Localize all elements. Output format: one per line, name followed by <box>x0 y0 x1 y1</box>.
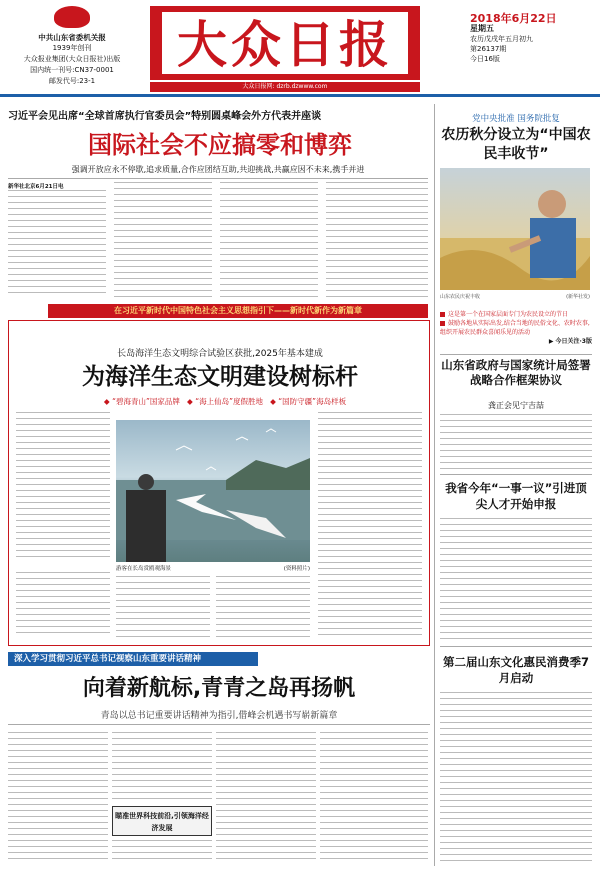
qingdao-headline[interactable]: 向着新航标,青青之岛再扬帆 <box>82 676 356 701</box>
divider <box>440 354 592 355</box>
publisher-line: 1939年创刊 <box>52 44 92 52</box>
weekday: 星期五 <box>470 24 494 33</box>
lead-body-col2 <box>114 182 212 298</box>
publisher-line: 大众报业集团(大众日报社)出版 <box>23 55 121 63</box>
date-box <box>470 14 598 64</box>
group-logo-icon <box>54 6 90 28</box>
publisher-line: 邮发代号:23-1 <box>48 77 96 85</box>
publisher-line: 中共山东省委机关报 <box>38 33 106 42</box>
culture-headline[interactable]: 第二届山东文化惠民消费季7月启动 <box>442 655 589 685</box>
pages-note: 今日16版 <box>470 55 500 63</box>
qingdao-body-col4 <box>320 732 428 864</box>
culture-body <box>440 692 592 864</box>
talent-body <box>440 518 592 642</box>
qingdao-body-col1 <box>8 732 108 864</box>
festival-bullet: 这是第一个在国家层面专门为农民设立的节日 <box>440 310 592 319</box>
strategy-body <box>440 414 592 470</box>
bullet-icon <box>440 321 445 326</box>
right-kicker: 党中央批准 国务院批复 <box>472 114 560 124</box>
publisher-info <box>8 6 136 88</box>
ocean-photo-caption: 游客在长岛赏鸥观海景 <box>116 566 172 572</box>
talent-headline[interactable]: 我省今年“一事一议”引进顶尖人才开始申报 <box>445 481 587 511</box>
masthead-rule <box>0 94 600 97</box>
festival-headline[interactable]: 农历秋分设立为“中国农民丰收节” <box>441 127 591 162</box>
lead-dateline: 新华社北京6月21日电 <box>8 184 64 190</box>
divider <box>440 646 592 647</box>
see-more-link[interactable]: ▶ 今日关注·3版 <box>548 338 592 345</box>
qingdao-body-col2 <box>112 732 212 802</box>
ocean-body-col2 <box>116 576 210 638</box>
seagull-photo-icon <box>116 420 310 562</box>
bullet-icon <box>440 312 445 317</box>
ocean-body-col3 <box>318 412 422 638</box>
theme-banner: 在习近平新时代中国特色社会主义思想指引下——新时代新作为新篇章 <box>48 304 428 318</box>
ocean-photo[interactable] <box>116 420 310 562</box>
newspaper-title: 大众日报 <box>160 10 410 76</box>
issue-date: 2018年6月22日 <box>470 12 557 25</box>
ocean-body-col2b <box>216 576 310 638</box>
ocean-tag: “国防守疆”海岛样板 <box>278 397 347 406</box>
issue-number: 第26137期 <box>470 45 507 53</box>
ocean-headline[interactable]: 为海洋生态文明建设树标杆 <box>82 364 358 390</box>
tag-diamond-icon: ◆ <box>187 397 193 406</box>
festival-photo-credit: (新华社发) <box>566 294 590 300</box>
lead-headline[interactable]: 国际社会不应搞零和博弈 <box>88 131 352 159</box>
farmer-photo[interactable] <box>440 168 590 290</box>
divider <box>8 178 428 179</box>
lead-body-col1 <box>8 190 106 298</box>
ocean-tags <box>30 396 420 407</box>
lead-kicker[interactable]: 习近平会见出席“全球首席执行官委员会”特别圆桌峰会外方代表并座谈 <box>8 111 322 122</box>
website-url[interactable]: 大众日报网: dzrb.dzwww.com <box>150 82 420 92</box>
ocean-body-col1 <box>16 412 110 562</box>
lead-body-col4 <box>326 182 428 298</box>
column-rule <box>434 104 435 866</box>
festival-bullets <box>440 310 592 346</box>
qingdao-inset-text: 瞄准世界科技前沿,引领海洋经济发展 <box>115 812 209 832</box>
ocean-photo-credit: (资料照片) <box>283 566 310 572</box>
ocean-body-col1b <box>16 572 110 638</box>
qingdao-inset <box>112 806 212 836</box>
lead-subhead: 强调开放应永不停歇,追求质量,合作应团结互助,共迎挑战,共赢应因不未来,携手并进 <box>71 165 365 174</box>
qingdao-subhead: 青岛以总书记重要讲话精神为指引,借峰会机遇书写崭新篇章 <box>100 711 338 721</box>
festival-bullet: 鼓励各地从实际出发,结合当地的民俗文化、农时农事,组织开展农民群众喜闻乐见的活动 <box>440 320 590 336</box>
strategy-headline[interactable]: 山东省政府与国家统计局签署战略合作框架协议 <box>441 358 591 387</box>
ocean-photo-caption-row <box>116 564 310 572</box>
qingdao-body-col3 <box>216 732 316 864</box>
strategy-subhead: 龚正会见宁吉喆 <box>488 401 544 410</box>
lunar-date: 农历戊戌年五月初九 <box>470 35 533 43</box>
masthead <box>0 0 600 96</box>
tag-diamond-icon: ◆ <box>270 397 276 406</box>
ocean-tag: “碧海青山”国家品牌 <box>112 397 180 406</box>
tag-diamond-icon: ◆ <box>103 397 110 406</box>
divider <box>8 724 430 725</box>
ocean-kicker: 长岛海洋生态文明综合试验区获批,2025年基本建成 <box>117 349 323 359</box>
divider <box>440 474 592 475</box>
lead-body-col3 <box>220 182 318 298</box>
ocean-tag: “海上仙岛”度假胜地 <box>195 397 263 406</box>
publisher-line: 国内统一刊号:CN37-0001 <box>30 66 114 74</box>
festival-photo-caption: 山东农民庆祝丰收 <box>440 294 481 300</box>
qingdao-body-col2b <box>112 840 212 864</box>
section-label: 深入学习贯彻习近平总书记视察山东重要讲话精神 <box>8 652 258 666</box>
festival-photo-caption-row <box>440 293 590 300</box>
harvest-photo-icon <box>440 168 590 290</box>
